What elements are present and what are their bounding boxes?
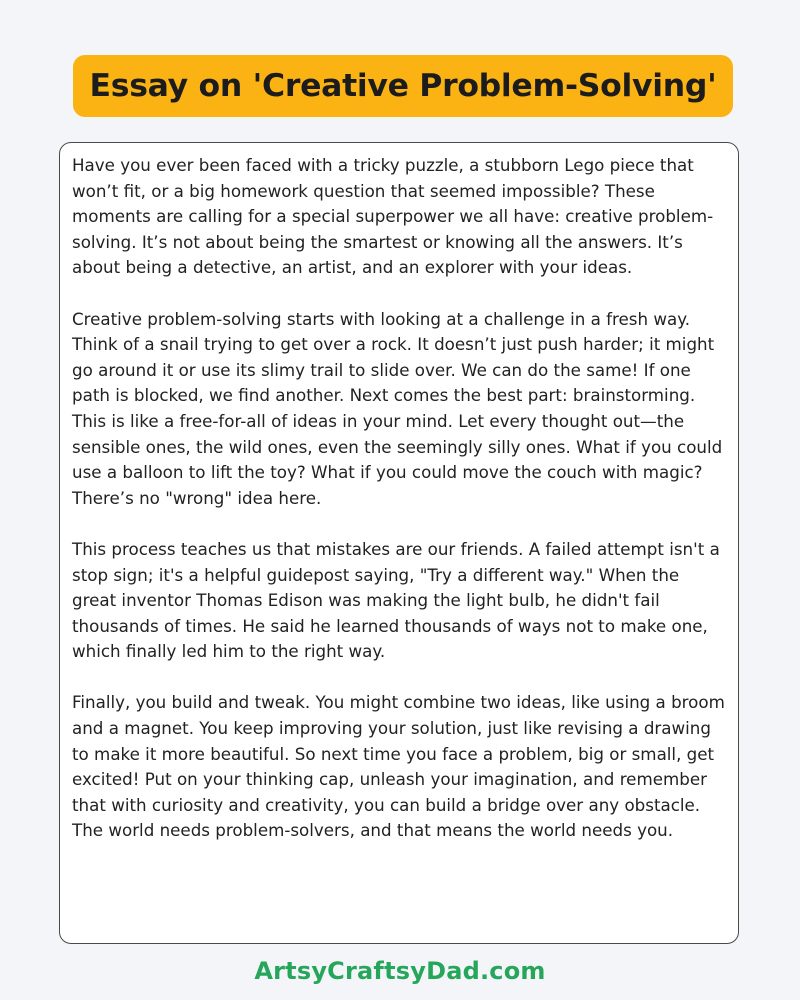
essay-paragraph-4: Finally, you build and tweak. You might combine two ideas, like using a broom and a magnet. You keep improving your solution, just like revising a drawing to make it more beautiful. So next time you face a problem, big or small, get excited! Put on your thinking cap, unleash your imagination, and remember that with curiosity and creativity, you can build a bridge over any obstacle. The world needs problem-solvers, and that means the world needs you. (72, 692, 725, 841)
page-title: Essay on 'Creative Problem-Solving' (89, 68, 717, 104)
title-banner (73, 55, 733, 117)
essay-paragraph-1: Have you ever been faced with a tricky puzzle, a stubborn Lego piece that won’t fit, or a big homework question that seemed impossible? These moments are calling for a special superpower we all have: creative problem-solving. It’s not about being the smartest or knowing all the answers. It’s about being a detective, an artist, and an explorer with your ideas. (72, 155, 714, 278)
footer-brand: ArtsyCraftsyDad.com (254, 957, 546, 985)
essay-paragraph-2: Creative problem-solving starts with looking at a challenge in a fresh way. Think of a snail trying to get over a rock. It doesn’t just push harder; it might go around it or use its slimy trail to slide over. We can do the same! If one path is blocked, we find another. Next comes the best part: brainstorming. This is like a free-for-all of ideas in your mind. Let every thought out—the sensible ones, the wild ones, even the seemingly silly ones. What if you could use a balloon to lift the toy? What if you could move the couch with magic? There’s no "wrong" idea here. (72, 308, 723, 508)
essay-paragraph-3: This process teaches us that mistakes are our friends. A failed attempt isn't a stop sign; it's a helpful guidepost saying, "Try a different way." When the great inventor Thomas Edison was making the light bulb, he didn't fail thousands of times. He said he learned thousands of ways not to make one, which finally led him to the right way. (72, 538, 720, 662)
essay-body (59, 142, 739, 944)
